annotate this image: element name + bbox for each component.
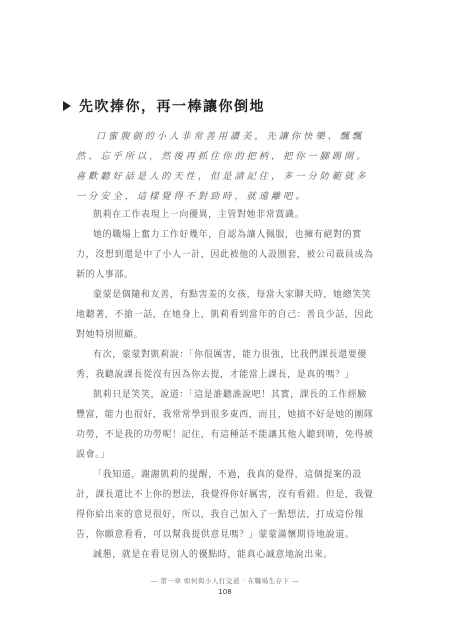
body-paragraph: 有次，蒙蒙對凱莉說：「你很厲害，能力很強，比我們課長還要優秀，我聽說課長從沒有因為你去提，才能當上課長，是真的嗎？」 [76, 350, 367, 380]
triangle-bullet-icon [63, 101, 71, 111]
intro-paragraph: 口蜜腹劍的小人非常善用讚美，先讓你快樂、飄飄然、忘乎所以，然後再抓住你的把柄，把你一腳踢開。喜歡聽好話是人的天性，但是請記住，多一分防範就多一分安全，這樣覺得不對勁時，就遠離吧。 [76, 131, 369, 202]
body-paragraph: 誠懇，就是在看見別人的優點時，能真心誠意地說出來。 [93, 550, 334, 560]
section-heading [63, 96, 265, 116]
body-paragraph: 凱莉在工作表現上一向優異，主管對她非常賞識。 [93, 210, 305, 220]
body-paragraph: 「我知道，謝謝凱莉的提醒，不過，我真的覺得，這個提案的設計，課長還比不上你的想法，我覺得你好厲害，沒有看錯。但是，我覺得你給出來的意見很好，所以，我自己加入了一點想法，打成這份報告，你願意看看，可以幫我提供意見嗎？」蒙蒙滿懷期待地說道。 [76, 470, 374, 540]
body-paragraph: 凱莉只是笑笑，說道：「這是誰聽誰說吧！其實，課長的工作經驗豐富，能力也很好，我常常學到很多東西，而且，她搞不好是她的團隊功勞，不是我的功勞呢！記住，有這種話不能讓其他人聽到唷，免得被誤會。」 [76, 390, 374, 460]
running-footer: — 第一章 如何與小人打交道 · 在職場生存下 — [150, 577, 300, 585]
section-title: 先吹捧你，再一棒讓你倒地 [79, 99, 265, 115]
intro-block [76, 127, 376, 207]
body-paragraph: 她的職場上奮力工作好幾年，自認為讓人佩服，也擁有絕對的實力，沒想到還是中了小人一計，因此被他的人設圈套，被公司裁員成為新的人事部。 [76, 230, 374, 280]
body-text [76, 205, 376, 565]
body-paragraph: 蒙蒙是個隨和友善，有點害羞的女孩，每當大家聊天時，她總笑笑地聽著，不搶一話，在她身上，凱莉看到當年的自己：善良少話，因此對她特別照顧。 [76, 290, 374, 340]
page-number: 108 [218, 588, 232, 596]
